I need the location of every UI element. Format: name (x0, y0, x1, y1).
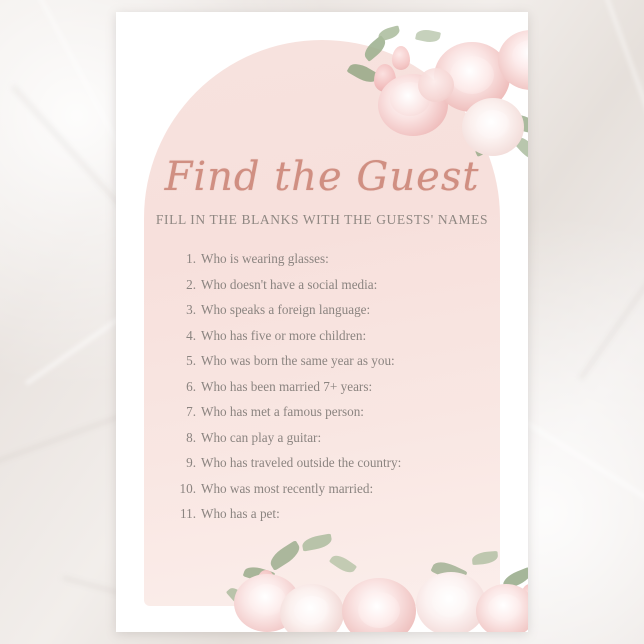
list-item (176, 374, 486, 400)
question-text: Who can play a guitar: (201, 429, 322, 445)
question-text: Who has a pet: (201, 506, 280, 521)
question-text: Who has been married 7+ years: (201, 378, 373, 394)
list-item (176, 323, 486, 349)
list-item (176, 501, 486, 527)
question-text: Who speaks a foreign language: (201, 302, 371, 317)
list-item (176, 348, 486, 374)
page-title: Find the Guest (164, 154, 480, 200)
question-number: 1. (186, 251, 196, 266)
question-number: 8. (186, 429, 196, 445)
question-text: Who was most recently married: (201, 480, 374, 496)
question-number: 9. (186, 455, 196, 470)
flower-peony (418, 68, 454, 102)
marble-vein (591, 0, 644, 165)
question-list (176, 246, 486, 527)
flower-petal (432, 586, 470, 618)
flower-bud (392, 46, 410, 70)
question-number: 3. (186, 302, 196, 317)
question-number: 2. (186, 276, 196, 292)
list-item (176, 450, 486, 476)
question-number: 5. (186, 353, 196, 368)
question-number: 10. (179, 480, 196, 496)
list-item (176, 246, 486, 272)
flower-petal (488, 594, 522, 622)
question-text: Who has five or more children: (201, 327, 367, 343)
list-item (176, 476, 486, 502)
question-number: 4. (186, 327, 196, 343)
question-number: 11. (180, 506, 196, 521)
question-text: Who is wearing glasses: (201, 251, 329, 266)
page-subtitle: FILL IN THE BLANKS WITH THE GUESTS' NAMES (155, 212, 489, 227)
marble-vein (515, 415, 644, 530)
list-item (176, 297, 486, 323)
flower-petal (358, 592, 400, 628)
flower-petal (294, 596, 330, 626)
question-text: Who doesn't have a social media: (201, 276, 378, 292)
question-number: 7. (186, 404, 196, 419)
list-item (176, 399, 486, 425)
question-number: 6. (186, 378, 196, 394)
leaf-icon (377, 25, 401, 41)
question-text: Who has traveled outside the country: (201, 455, 402, 470)
question-text: Who was born the same year as you: (201, 353, 395, 368)
list-item (176, 272, 486, 298)
game-card (116, 12, 528, 632)
question-text: Who has met a famous person: (201, 404, 364, 419)
flower-petal (476, 110, 510, 140)
flower-petal (450, 56, 494, 94)
marble-vein (580, 223, 644, 380)
leaf-icon (415, 28, 441, 45)
list-item (176, 425, 486, 451)
